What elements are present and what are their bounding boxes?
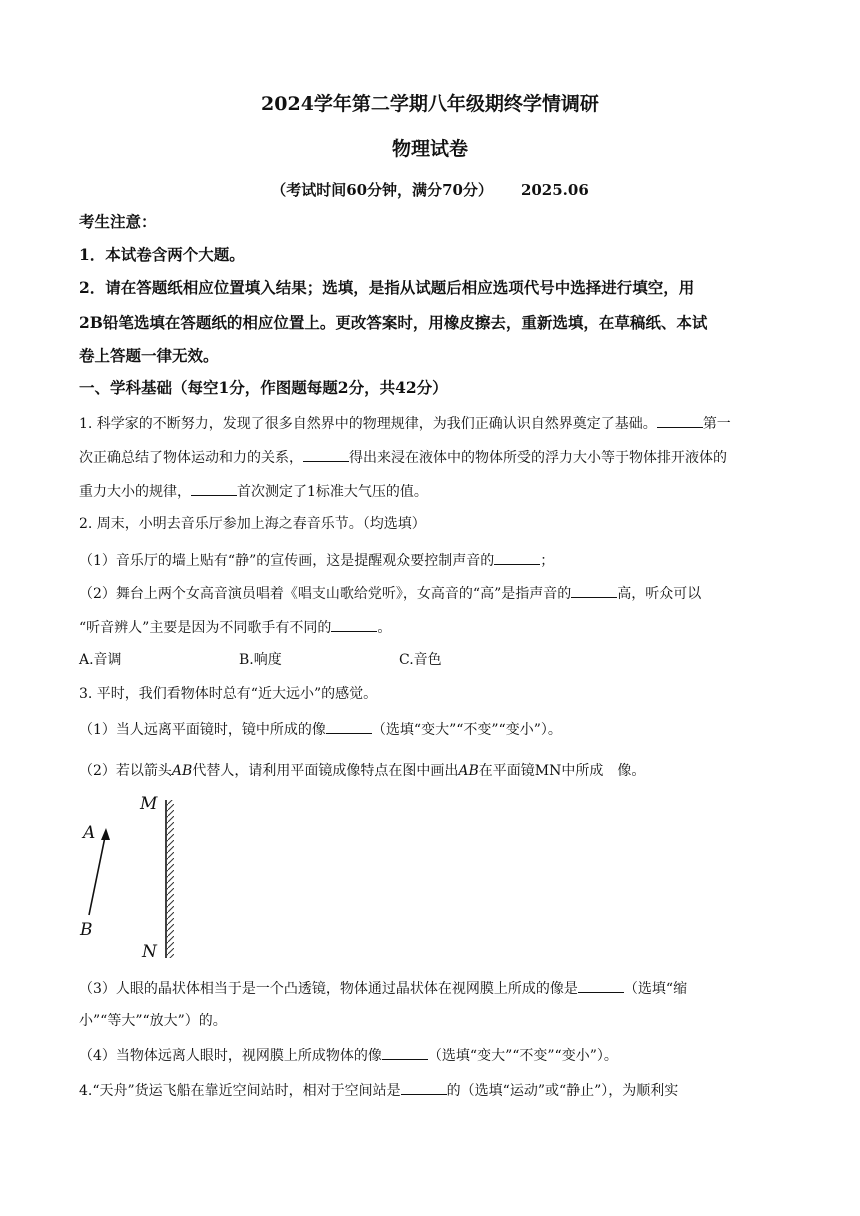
question-3-stem: 3. 平时，我们看物体时总有“近大远小”的感觉。 xyxy=(79,686,378,702)
option-b[interactable]: B.响度 xyxy=(239,652,282,668)
question-2-stem: 2. 周末，小明去音乐厅参加上海之春音乐节。（均选填） xyxy=(79,516,426,532)
question-1-line-2: 次正确总结了物体运动和力的关系， 得出来浸在液体中的物体所受的浮力大小等于物体排开液体的 xyxy=(79,447,727,467)
question-1-line-3: 重力大小的规律， 首次测定了1标准大气压的值。 xyxy=(79,481,428,501)
answer-blank[interactable] xyxy=(382,1045,428,1060)
question-1-line-1: 1. 科学家的不断努力，发现了很多自然界中的物理规律，为我们正确认识自然界奠定了基础。 第一 xyxy=(79,413,731,433)
answer-blank[interactable] xyxy=(494,550,540,565)
exam-subject: 物理试卷 xyxy=(391,138,468,160)
answer-blank[interactable] xyxy=(326,719,372,734)
notice-item-2-line-1: 2．请在答题纸相应位置填入结果；选填，是指从试题后相应选项代号中选择进行填空，用 xyxy=(79,278,695,297)
question-2-options xyxy=(79,651,442,669)
question-4-line-1: 4.“天舟”货运飞船在靠近空间站时，相对于空间站是 的（选填“运动”或“静止”），为顺利实 xyxy=(79,1080,678,1100)
label-n: N xyxy=(142,942,157,962)
answer-blank[interactable] xyxy=(657,413,703,428)
mirror-figure[interactable] xyxy=(78,792,188,964)
exam-title: 2024学年第二学期八年级期终学情调研 xyxy=(261,93,599,115)
answer-blank[interactable] xyxy=(331,617,377,632)
question-3-part-3-line-2: 小”“等大”“放大”）的。 xyxy=(79,1013,227,1029)
arrow-ab-head xyxy=(101,828,110,840)
question-3-part-2: （2）若以箭头AB代替人，请利用平面镜成像特点在图中画出AB在平面镜MN中所成 像。 xyxy=(79,763,646,779)
answer-blank[interactable] xyxy=(303,447,349,462)
question-3-part-1: （1）当人远离平面镜时，镜中所成的像 （选填“变大”“不变”“变小”）。 xyxy=(79,719,562,739)
mirror-diagram xyxy=(78,792,188,964)
answer-blank[interactable] xyxy=(191,481,237,496)
label-b: B xyxy=(80,920,93,940)
mirror-hatching xyxy=(167,800,174,958)
notice-item-1: 1．本试卷含两个大题。 xyxy=(79,245,245,264)
section-1-heading: 一、学科基础（每空1分，作图题每题2分，共42分） xyxy=(79,378,448,397)
option-a[interactable]: A.音调 xyxy=(79,652,122,668)
question-2-part-1: （1）音乐厅的墙上贴有“静”的宣传画，这是提醒观众要控制声音的 ； xyxy=(79,550,554,570)
question-3-part-4: （4）当物体远离人眼时，视网膜上所成物体的像 （选填“变大”“不变”“变小”）。 xyxy=(79,1045,618,1065)
answer-blank[interactable] xyxy=(578,978,624,993)
question-2-part-2-line-2: “听音辨人”主要是因为不同歌手有不同的 。 xyxy=(79,617,391,637)
exam-duration-score: （考试时间60分钟，满分70分） xyxy=(271,181,493,199)
option-c[interactable]: C.音色 xyxy=(399,652,442,668)
label-m: M xyxy=(140,794,158,814)
question-2-part-2-line-1: （2）舞台上两个女高音演员唱着《唱支山歌给党听》，女高音的“高”是指声音的 高，听众可以 xyxy=(79,583,701,603)
notice-heading: 考生注意： xyxy=(79,212,157,231)
exam-date: 2025.06 xyxy=(520,181,589,199)
answer-blank[interactable] xyxy=(401,1080,447,1095)
notice-item-2-line-3: 卷上答题一律无效。 xyxy=(79,346,219,365)
label-a: A xyxy=(83,823,96,843)
arrow-ab xyxy=(89,832,106,915)
exam-info xyxy=(0,180,860,200)
notice-item-2-line-2: 2B铅笔选填在答题纸的相应位置上。更改答案时，用橡皮擦去，重新选填，在草稿纸、本试 xyxy=(79,313,708,332)
question-3-part-3-line-1: （3）人眼的晶状体相当于是一个凸透镜，物体通过晶状体在视网膜上所成的像是 （选填“缩 xyxy=(79,978,687,998)
answer-blank[interactable] xyxy=(571,583,617,598)
